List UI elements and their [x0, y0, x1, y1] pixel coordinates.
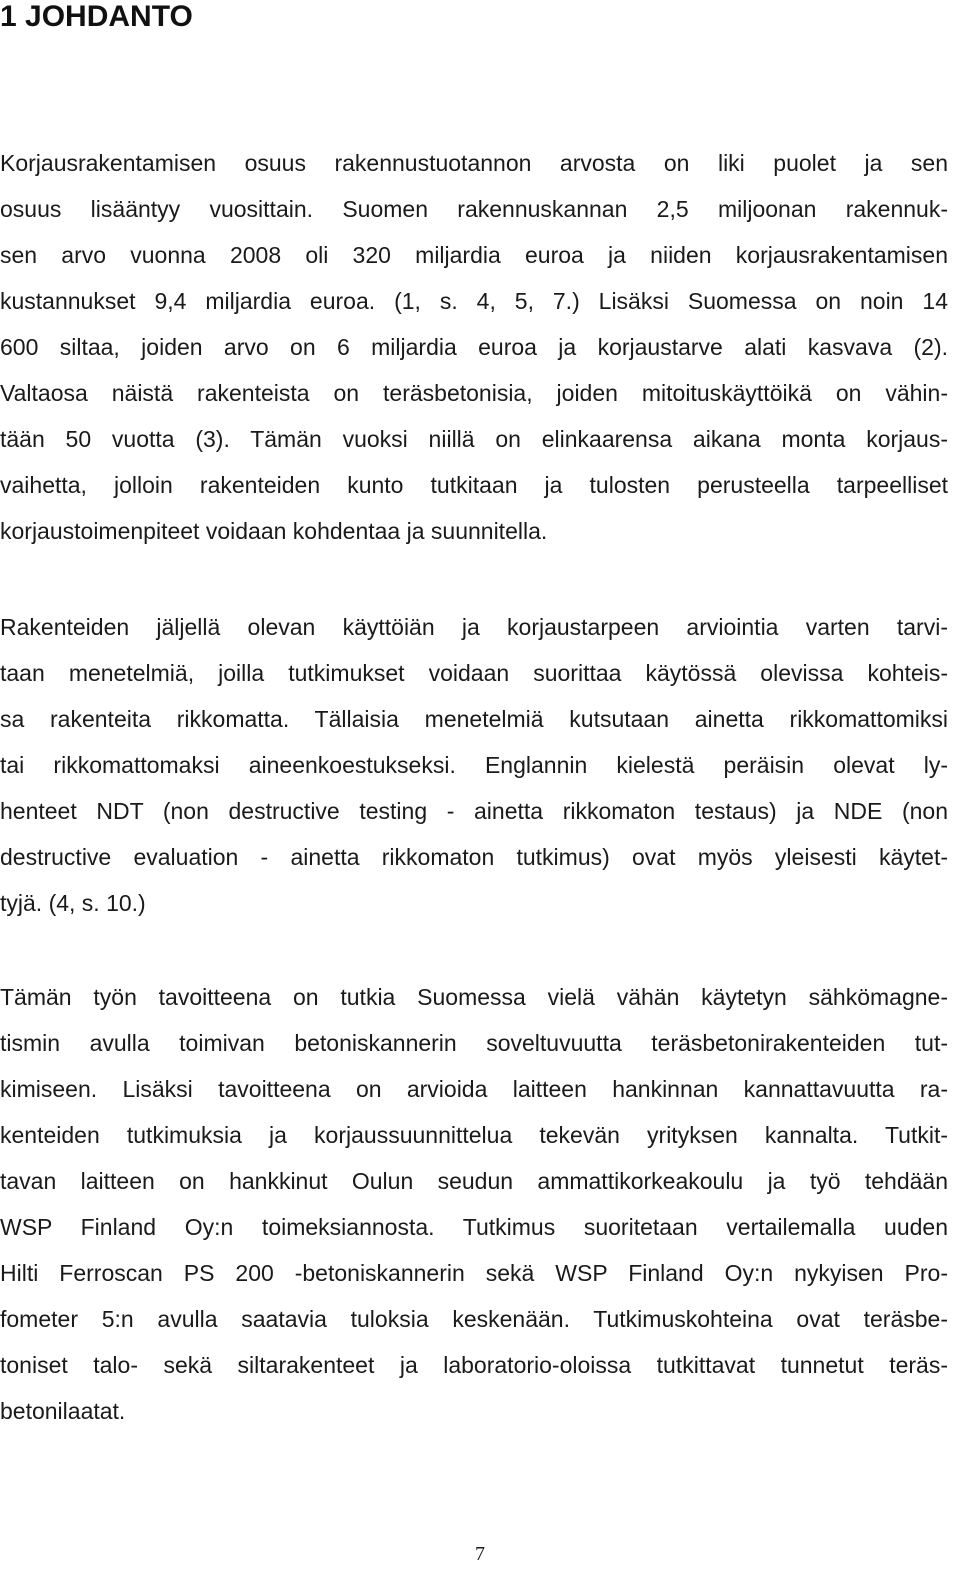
- paragraph-line: Valtaosa näistä rakenteista on teräsbetonisia, joiden mitoituskäyttöikä on vähin-: [0, 380, 948, 406]
- paragraph-2: [0, 604, 948, 926]
- paragraph-line: destructive evaluation - ainetta rikkomaton tutkimus) ovat myös yleisesti käytet-: [0, 844, 948, 870]
- paragraph-line: fometer 5:n avulla saatavia tuloksia keskenään. Tutkimuskohteina ovat teräsbe-: [0, 1306, 948, 1332]
- paragraph-line: betonilaatat.: [0, 1398, 126, 1424]
- chapter-heading: 1 JOHDANTO: [0, 0, 193, 33]
- paragraph-line: kustannukset 9,4 miljardia euroa. (1, s. 4, 5, 7.) Lisäksi Suomessa on noin 14: [0, 288, 948, 314]
- paragraph-line: Hilti Ferroscan PS 200 -betoniskannerin sekä WSP Finland Oy:n nykyisen Pro-: [0, 1260, 948, 1286]
- paragraph-1: [0, 140, 948, 554]
- paragraph-line: tismin avulla toimivan betoniskannerin soveltuvuutta teräsbetonirakenteiden tut-: [0, 1030, 948, 1056]
- paragraph-line: Tämän työn tavoitteena on tutkia Suomessa vielä vähän käytetyn sähkömagne-: [0, 984, 948, 1010]
- paragraph-line: kenteiden tutkimuksia ja korjaussuunnittelua tekevän yrityksen kannalta. Tutkit-: [0, 1122, 948, 1148]
- paragraph-line: Korjausrakentamisen osuus rakennustuotannon arvosta on liki puolet ja sen: [0, 150, 948, 176]
- paragraph-line: vaihetta, jolloin rakenteiden kunto tutkitaan ja tulosten perusteella tarpeelliset: [0, 472, 948, 498]
- paragraph-line: tai rikkomattomaksi aineenkoestukseksi. Englannin kielestä peräisin olevat ly-: [0, 752, 948, 778]
- paragraph-line: tään 50 vuotta (3). Tämän vuoksi niillä on elinkaarensa aikana monta korjaus-: [0, 426, 948, 452]
- paragraph-line: toniset talo- sekä siltarakenteet ja laboratorio-oloissa tutkittavat tunnetut teräs-: [0, 1352, 948, 1378]
- paragraph-line: sen arvo vuonna 2008 oli 320 miljardia euroa ja niiden korjausrakentamisen: [0, 242, 948, 268]
- paragraph-3: [0, 974, 948, 1434]
- paragraph-line: 600 siltaa, joiden arvo on 6 miljardia euroa ja korjaustarve alati kasvava (2).: [0, 334, 948, 360]
- paragraph-line: korjaustoimenpiteet voidaan kohdentaa ja suunnitella.: [0, 518, 548, 544]
- paragraph-line: osuus lisääntyy vuosittain. Suomen rakennuskannan 2,5 miljoonan rakennuk-: [0, 196, 948, 222]
- paragraph-line: henteet NDT (non destructive testing - ainetta rikkomaton testaus) ja NDE (non: [0, 798, 948, 824]
- paragraph-line: tavan laitteen on hankkinut Oulun seudun ammattikorkeakoulu ja työ tehdään: [0, 1168, 948, 1194]
- paragraph-line: Rakenteiden jäljellä olevan käyttöiän ja korjaustarpeen arviointia varten tarvi-: [0, 614, 948, 640]
- paragraph-line: kimiseen. Lisäksi tavoitteena on arvioida laitteen hankinnan kannattavuutta ra-: [0, 1076, 948, 1102]
- paragraph-line: taan menetelmiä, joilla tutkimukset voidaan suorittaa käytössä olevissa kohteis-: [0, 660, 948, 686]
- page-number: 7: [475, 1543, 485, 1565]
- paragraph-line: sa rakenteita rikkomatta. Tällaisia menetelmiä kutsutaan ainetta rikkomattomiksi: [0, 706, 948, 732]
- paragraph-line: tyjä. (4, s. 10.): [0, 890, 146, 916]
- paragraph-line: WSP Finland Oy:n toimeksiannosta. Tutkimus suoritetaan vertailemalla uuden: [0, 1214, 948, 1240]
